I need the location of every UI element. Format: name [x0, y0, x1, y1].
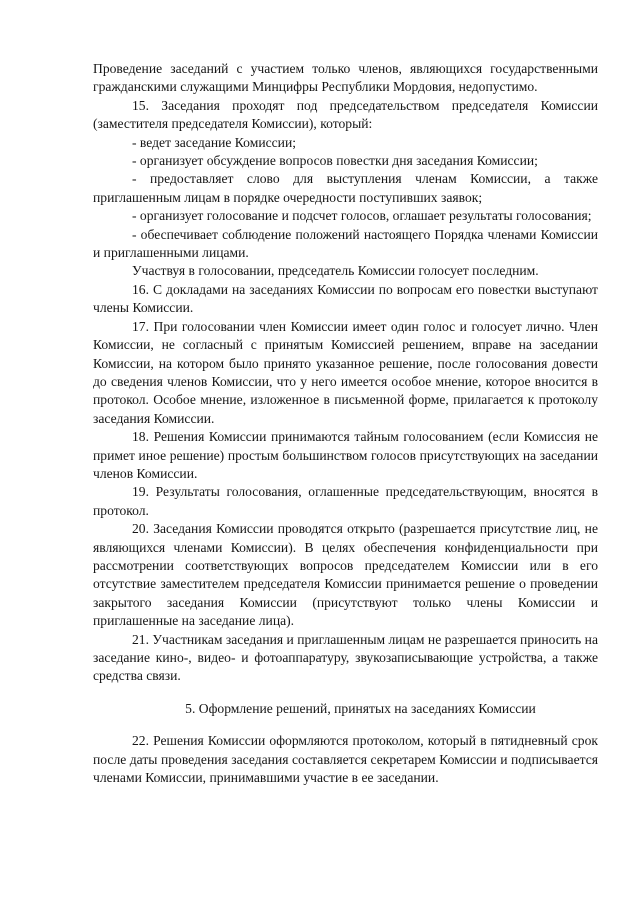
paragraph-intro: Проведение заседаний с участием только членов, являющихся государственными гражданскими служащими Минцифры Республики Мордовия, недопустимо.: [93, 61, 598, 95]
paragraph-16: 16. С докладами на заседаниях Комиссии по вопросам его повестки выступают члены Комиссии.: [93, 281, 598, 316]
paragraph-22: 22. Решения Комиссии оформляются протоколом, который в пятидневный срок после даты проведения заседания составляется секретарем Комиссии и подписывается членами Комиссии, принимавшими участие в ее заседании.: [93, 733, 598, 786]
paragraph-15: 15. Заседания проходят под председательством председателя Комиссии (заместителя председателя Комиссии), который:: [93, 97, 598, 132]
paragraph-chair-votes-last: Участвуя в голосовании, председатель Комиссии голосует последним.: [132, 263, 539, 279]
paragraph-20: 20. Заседания Комиссии проводятся открыто (разрешается присутствие лиц, не являющихся членами Комиссии). В целях обеспечения конфиденциальности при рассмотрении соответствующих вопросов председателем Комиссии или в его отсутствие заместителем председателя Комиссии принимается решение о проведении закрытого заседания Комиссии (присутствуют только члены Комиссии и приглашенные на заседание лица).: [93, 521, 598, 629]
paragraph-18: 18. Решения Комиссии принимаются тайным голосованием (если Комиссия не примет иное решение) простым большинством голосов присутствующих на заседании членов Комиссии.: [93, 429, 598, 481]
paragraph-19: 19. Результаты голосования, оглашенные председательствующим, вносятся в протокол.: [93, 484, 598, 518]
list-item-organizes-voting: - организует голосование и подсчет голосов, оглашает результаты голосования;: [132, 208, 592, 224]
paragraph-21: 21. Участникам заседания и приглашенным лицам не разрешается приносить на заседание кино-, видео- и фотоаппаратуру, звукозаписывающие устройства, а также средства связи.: [93, 631, 598, 684]
paragraph-17: 17. При голосовании член Комиссии имеет один голос и голосует лично. Член Комиссии, не согласный с принятым Комиссией решением, вправе на заседании Комиссии, на котором было принято указанное решение, после голосования довести до сведения членов Комиссии, что у него имеется особое мнение, которое вносится в протокол. Особое мнение, изложенное в письменной форме, прилагается к протоколу заседания Комиссии.: [93, 318, 598, 426]
document-page: [93, 60, 598, 787]
list-item-conducts-meeting: - ведет заседание Комиссии;: [132, 134, 296, 150]
section-heading: 5. Оформление решений, принятых на заседаниях Комиссии: [185, 700, 536, 716]
list-item-organizes-discussion: - организует обсуждение вопросов повестки дня заседания Комиссии;: [132, 153, 538, 169]
list-item-gives-floor: - предоставляет слово для выступления членам Комиссии, а также приглашенным лицам в порядке очередности поступивших заявок;: [93, 171, 598, 205]
list-item-ensures-compliance: - обеспечивает соблюдение положений настоящего Порядка членами Комиссии и приглашенными лицами.: [93, 226, 598, 261]
